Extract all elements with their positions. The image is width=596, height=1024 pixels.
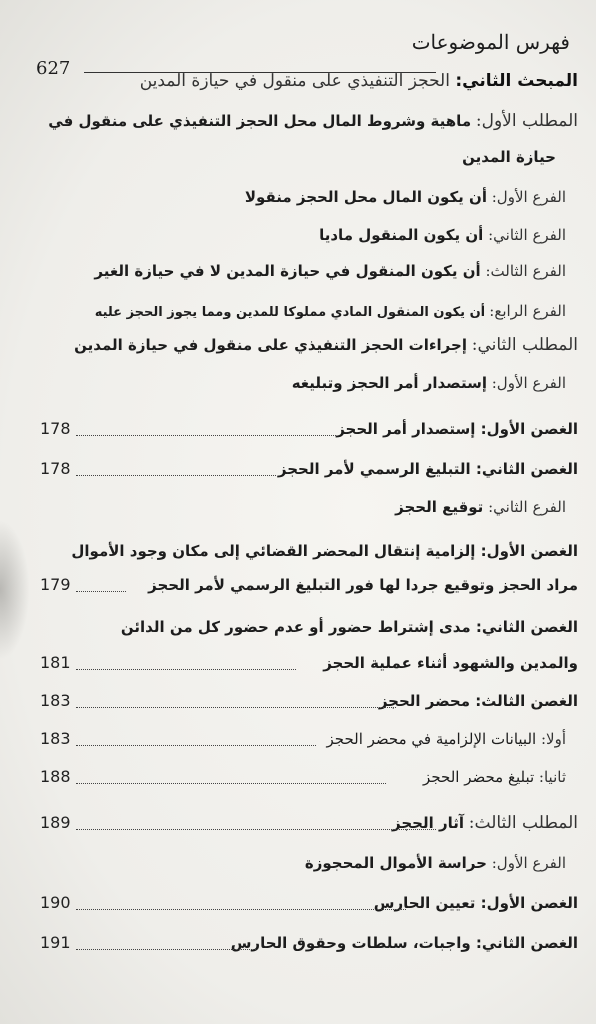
entry-page: 188 xyxy=(40,767,71,786)
entry-text: إجراءات الحجز التنفيذي على منقول في حيازة المدين xyxy=(74,336,467,354)
toc-entry-item-2 xyxy=(40,764,566,790)
entry-label: الفرع الثالث: xyxy=(485,262,566,280)
dotted-leader xyxy=(76,949,256,950)
entry-page: 191 xyxy=(40,933,71,952)
toc-entry-ghusn-1 xyxy=(40,416,578,442)
entry-label: المبحث الثاني: xyxy=(455,71,578,91)
dotted-leader xyxy=(76,591,126,592)
entry-label: الفرع الأول: xyxy=(491,188,566,206)
entry-page: 190 xyxy=(40,893,71,912)
toc-entry-ghusn-2 xyxy=(40,456,578,482)
entry-text: أن يكون المال محل الحجز منقولا xyxy=(244,188,487,206)
entry-label: ثانيا: xyxy=(538,768,566,786)
dotted-leader xyxy=(76,745,316,746)
entry-text: أن يكون المنقول ماديا xyxy=(319,226,484,244)
page-number: 627 xyxy=(36,58,71,79)
dotted-leader xyxy=(76,707,396,708)
toc-entry-continuation xyxy=(40,572,578,598)
toc-entry-continuation xyxy=(40,144,556,170)
toc-entry-ghusn-6 xyxy=(40,890,578,916)
entry-text: الغصن الأول: إستصدار أمر الحجز xyxy=(336,420,578,438)
entry-text: الغصن الثالث: محضر الحجز xyxy=(378,692,578,710)
toc-entry-far-7 xyxy=(40,850,566,876)
toc-entry-ghusn-5 xyxy=(40,688,578,714)
entry-page: 181 xyxy=(40,653,71,672)
toc-entry-far-6 xyxy=(40,494,566,520)
entry-label: الفرع الأول: xyxy=(491,854,566,872)
entry-text: الحجز التنفيذي على منقول في حيازة المدين xyxy=(139,71,450,91)
entry-page: 179 xyxy=(40,575,71,594)
toc-entry-mabhath-2 xyxy=(40,68,578,94)
entry-text: حيازة المدين xyxy=(462,148,556,166)
entry-page: 183 xyxy=(40,691,71,710)
entry-label: المطلب الأول: xyxy=(475,111,578,131)
entry-text: والمدين والشهود أثناء عملية الحجز xyxy=(323,654,578,672)
entry-text: حراسة الأموال المحجوزة xyxy=(304,854,487,872)
toc-entry-ghusn-4 xyxy=(40,614,578,640)
toc-entry-far-2 xyxy=(40,222,566,248)
entry-text: توقيع الحجز xyxy=(395,498,484,516)
running-title: فهرس الموضوعات xyxy=(411,30,570,54)
entry-page: 183 xyxy=(40,729,71,748)
dotted-leader xyxy=(76,829,436,830)
toc-entry-far-4 xyxy=(40,298,566,326)
toc-entry-item-1 xyxy=(40,726,566,752)
entry-text: البيانات الإلزامية في محضر الحجز xyxy=(326,730,537,748)
entry-text: أن يكون المنقول المادي مملوكا للمدين ومما يجوز الحجز عليه xyxy=(94,305,486,320)
dotted-leader xyxy=(76,783,386,784)
entry-text: ماهية وشروط المال محل الحجز التنفيذي على منقول في xyxy=(48,112,472,130)
entry-text: الغصن الثاني: مدى إشتراط حضور أو عدم حضور كل من الدائن xyxy=(120,618,578,636)
dotted-leader xyxy=(76,435,336,436)
dotted-leader xyxy=(76,669,296,670)
entry-text: مراد الحجز وتوقيع جردا لها فور التبليغ الرسمي لأمر الحجز xyxy=(148,576,578,594)
dotted-leader xyxy=(76,475,276,476)
entry-text: تبليغ محضر الحجز xyxy=(423,768,535,786)
dotted-leader xyxy=(76,909,406,910)
entry-page: 178 xyxy=(40,459,71,478)
entry-text: الغصن الثاني: واجبات، سلطات وحقوق الحارس xyxy=(230,934,578,952)
toc-entry-continuation xyxy=(40,650,578,676)
toc-entry-far-1 xyxy=(40,184,566,210)
toc-entry-far-3 xyxy=(40,258,566,284)
entry-text: الغصن الأول: إلزامية إنتقال المحضر القضائي إلى مكان وجود الأموال xyxy=(71,542,578,560)
entry-label: الفرع الأول: xyxy=(491,374,566,392)
toc-entry-matlab-2 xyxy=(40,332,578,358)
toc-entry-ghusn-7 xyxy=(40,930,578,956)
page-header xyxy=(30,30,576,79)
entry-label: الفرع الثاني: xyxy=(488,226,566,244)
entry-label: الفرع الرابع: xyxy=(489,302,566,320)
page-edge-shadow xyxy=(0,520,30,660)
entry-label: الفرع الثاني: xyxy=(488,498,566,516)
entry-page: 178 xyxy=(40,419,71,438)
entry-label: المطلب الثاني: xyxy=(471,335,578,355)
toc-entry-matlab-1 xyxy=(40,108,578,134)
entry-label: أولا: xyxy=(540,730,566,748)
toc-entry-matlab-3 xyxy=(40,810,578,836)
entry-text: إستصدار أمر الحجز وتبليغه xyxy=(291,374,487,392)
entry-text: الغصن الأول: تعيين الحارس xyxy=(373,894,578,912)
entry-text: آثار الحجز xyxy=(392,814,464,832)
entry-text: أن يكون المنقول في حيازة المدين لا في حيازة الغير xyxy=(94,262,481,280)
entry-text: الغصن الثاني: التبليغ الرسمي لأمر الحجز xyxy=(277,460,578,478)
entry-page: 189 xyxy=(40,813,71,832)
toc-entry-far-5 xyxy=(40,370,566,396)
toc-entry-ghusn-3 xyxy=(40,538,578,564)
entry-label: المطلب الثالث: xyxy=(468,813,578,833)
